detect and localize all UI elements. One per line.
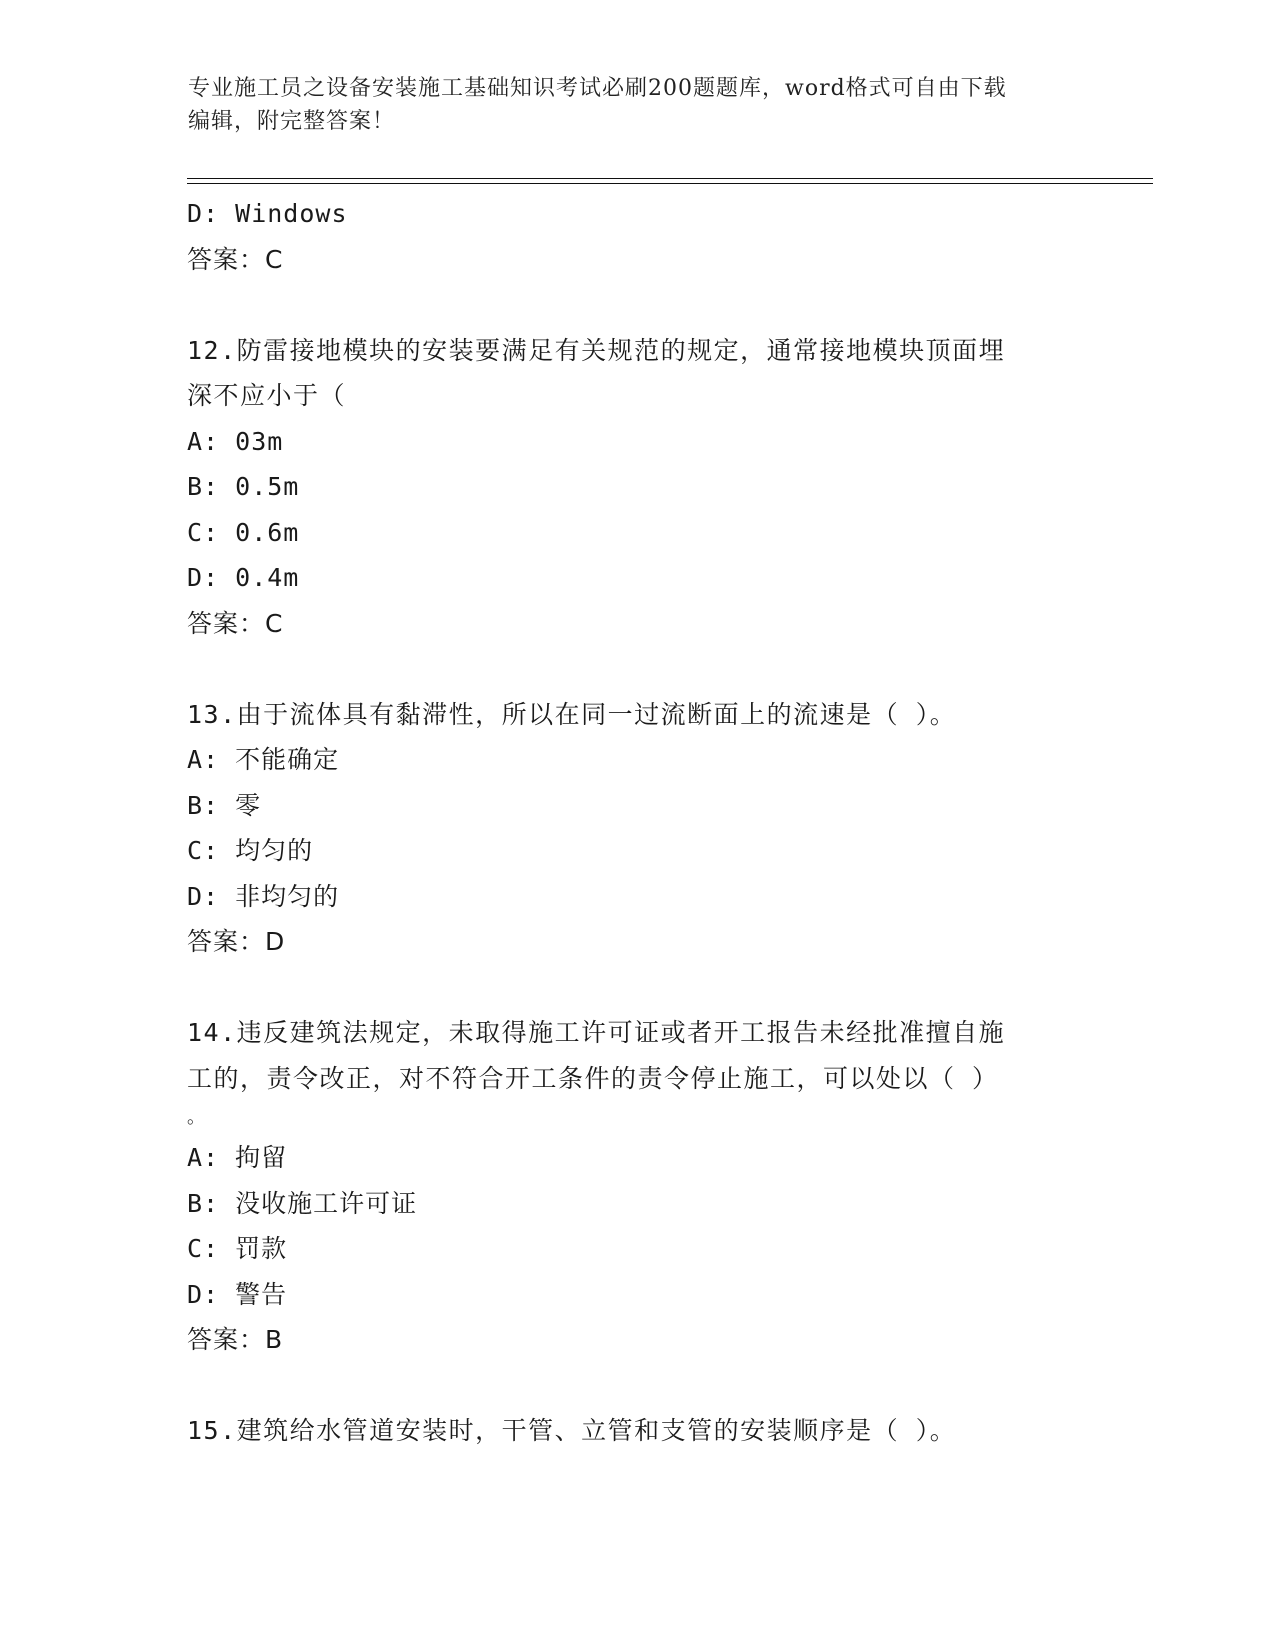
question-15 [187,1408,1087,1454]
option-a: A: 不能确定 [187,745,340,774]
option-b: B: 没收施工许可证 [187,1188,418,1218]
option-b: B: 零 [187,790,262,820]
question-list [187,191,1087,1454]
question-text-line: 12.防雷接地模块的安装要满足有关规范的规定，通常接地模块顶面埋 [187,335,1006,365]
question-13 [187,692,1087,965]
spacer [187,1363,1087,1409]
option-d: D: Windows [187,199,348,228]
previous-question-tail [187,191,1087,282]
question-text-line: 14.违反建筑法规定，未取得施工许可证或者开工报告未经批准擅自施 [187,1018,1006,1047]
question-text-line: 15.建筑给水管道安装时，干管、立管和支管的安装顺序是（ ）。 [187,1416,957,1445]
option-d: D: 0.4m [187,563,300,592]
option-a: A: 03m [187,426,284,456]
option-d: D: 非均匀的 [187,881,340,911]
option-c: C: 均匀的 [187,836,314,865]
answer-line: 答案：C [187,608,284,638]
question-text-line: 工的，责令改正，对不符合开工条件的责令停止施工，可以处以（ ） [187,1063,999,1093]
question-14 [187,1010,1087,1363]
answer-line: 答案：C [187,244,284,274]
spacer [187,965,1087,1011]
question-text-line: 。 [187,1107,205,1128]
header-divider [187,178,1153,184]
option-c: C: 0.6m [187,517,300,547]
question-text-line: 深不应小于（ [187,381,347,410]
header-line-1: 专业施工员之设备安装施工基础知识考试必刷200题题库，word格式可自由下载 [188,76,1007,101]
option-c: C: 罚款 [187,1234,288,1263]
option-d: D: 警告 [187,1279,288,1309]
option-a: A: 拘留 [187,1143,288,1172]
question-12 [187,328,1087,647]
header-line-2: 编辑，附完整答案！ [188,109,396,134]
question-text-line: 13.由于流体具有黏滞性，所以在同一过流断面上的流速是（ ）。 [187,699,957,729]
spacer [187,646,1087,692]
option-b: B: 0.5m [187,472,300,501]
spacer [187,282,1087,328]
answer-line: 答案：B [187,1325,284,1354]
answer-line: 答案：D [187,927,286,956]
document-header [188,72,1068,138]
